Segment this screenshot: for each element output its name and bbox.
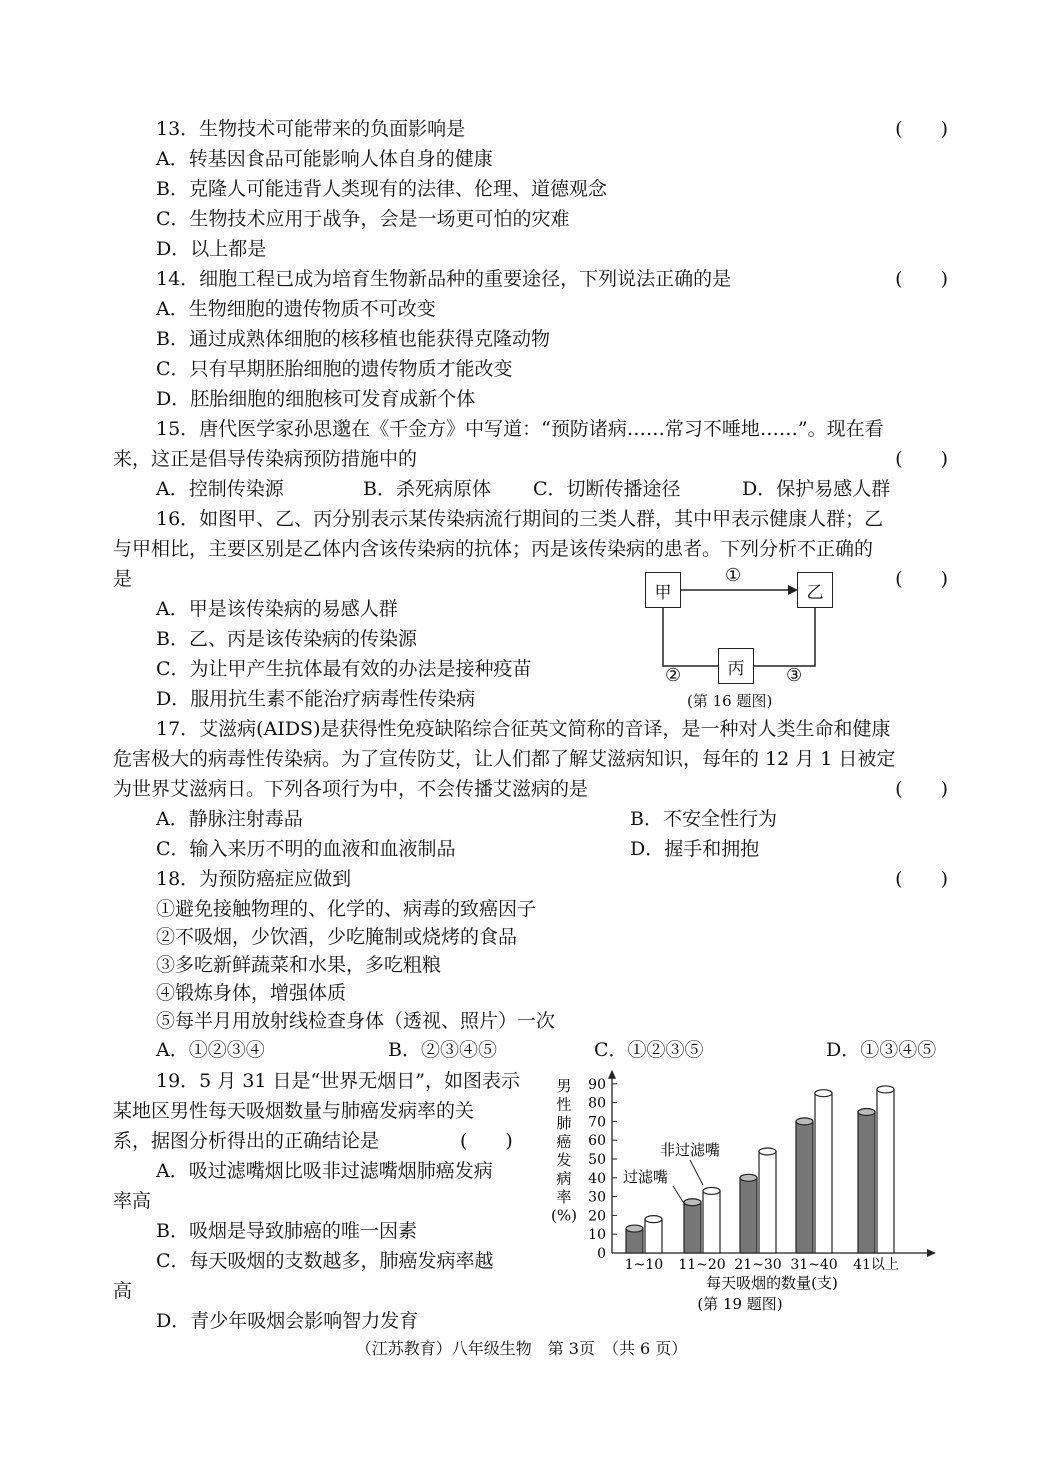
bar-unfiltered-top bbox=[703, 1187, 720, 1194]
q17-option-a: A．静脉注射毒品 bbox=[156, 808, 303, 830]
y-tick-label: 50 bbox=[588, 1152, 606, 1168]
q14-blank: ( ) bbox=[895, 268, 948, 290]
q16-line2: 与甲相比，主要区别是乙体内含该传染病的抗体；丙是该传染病的患者。下列分析不正确的 bbox=[113, 538, 874, 560]
q14-stem: 14．细胞工程已成为培育生物新品种的重要途径，下列说法正确的是 bbox=[156, 268, 732, 290]
q17-line3: 为世界艾滋病日。下列各项行为中，不会传播艾滋病的是 bbox=[113, 778, 589, 800]
q19-line3: 系，据图分析得出的正确结论是 bbox=[113, 1130, 380, 1152]
q18-option-c: C．①②③⑤ bbox=[594, 1039, 704, 1061]
line-2 bbox=[663, 607, 718, 666]
q13-option-c: C．生物技术应用于战争，会是一场更可怕的灾难 bbox=[156, 208, 570, 230]
q15-option-a: A．控制传染源 bbox=[156, 478, 284, 500]
bar-filtered-top bbox=[684, 1199, 701, 1206]
q16-caption: (第 16 题图) bbox=[687, 692, 773, 710]
bar-filtered-top bbox=[858, 1109, 875, 1116]
q14-option-a: A．生物细胞的遗传物质不可改变 bbox=[156, 298, 436, 320]
q18-item-2: ②不吸烟，少饮酒，少吃腌制或烧烤的食品 bbox=[156, 926, 518, 948]
q17-option-c: C．输入来历不明的血液和血液制品 bbox=[156, 838, 456, 860]
q19-line1: 19．5 月 31 日是“世界无烟日”，如图表示 bbox=[156, 1070, 520, 1092]
q18-option-b: B．②③④⑤ bbox=[388, 1039, 497, 1061]
bar-filtered-top bbox=[740, 1174, 757, 1181]
y-axis-title-char: 男 bbox=[556, 1077, 572, 1095]
bar-unfiltered-top bbox=[645, 1216, 662, 1223]
q19-option-d: D．青少年吸烟会影响智力发育 bbox=[156, 1310, 419, 1332]
q17-option-b: B．不安全性行为 bbox=[630, 808, 777, 830]
q16-option-d: D．服用抗生素不能治疗病毒性传染病 bbox=[156, 688, 476, 710]
q16-option-b: B．乙、丙是该传染病的传染源 bbox=[156, 628, 417, 650]
q19-option-b: B．吸烟是导致肺癌的唯一因素 bbox=[156, 1220, 417, 1242]
legend-filtered-label: 过滤嘴 bbox=[623, 1168, 669, 1186]
line-3 bbox=[753, 607, 815, 666]
y-tick-label: 40 bbox=[588, 1170, 606, 1187]
x-tick-label: 31~40 bbox=[790, 1257, 838, 1273]
q19-caption: (第 19 题图) bbox=[697, 1295, 783, 1313]
q19-option-c-cont: 高 bbox=[113, 1280, 133, 1302]
q18-blank: ( ) bbox=[895, 868, 948, 890]
q18-item-4: ④锻炼身体，增强体质 bbox=[156, 982, 347, 1004]
q18-item-3: ③多吃新鲜蔬菜和水果，多吃粗粮 bbox=[156, 954, 442, 976]
q15-blank: ( ) bbox=[895, 448, 948, 470]
q13-stem: 13．生物技术可能带来的负面影响是 bbox=[156, 118, 466, 140]
q15-option-c: C．切断传播途径 bbox=[533, 478, 681, 500]
q18-option-d: D．①③④⑤ bbox=[826, 1039, 937, 1061]
bar-unfiltered-body bbox=[759, 1151, 776, 1253]
y-axis-title-char: 率 bbox=[556, 1188, 572, 1206]
bar-unfiltered-top bbox=[815, 1090, 832, 1097]
q19-option-a-cont: 率高 bbox=[113, 1190, 152, 1212]
x-axis-title: 每天吸烟的数量(支) bbox=[706, 1274, 838, 1292]
y-axis-title-char: 发 bbox=[556, 1151, 572, 1169]
node-bing: 丙 bbox=[718, 648, 754, 684]
q14-option-b: B．通过成熟体细胞的核移植也能获得克隆动物 bbox=[156, 328, 550, 350]
q14-option-d: D．胚胎细胞的细胞核可发育成新个体 bbox=[156, 388, 476, 410]
node-jia: 甲 bbox=[645, 572, 681, 608]
q17-option-d: D．握手和拥抱 bbox=[630, 838, 760, 860]
y-axis-title-char: 病 bbox=[556, 1169, 572, 1188]
q19-option-c: C．每天吸烟的支数越多，肺癌发病率越 bbox=[156, 1250, 494, 1272]
q14-option-c: C．只有早期胚胎细胞的遗传物质才能改变 bbox=[156, 358, 513, 380]
page-footer: （江苏教育）八年级生物 第 3页 （共 6 页） bbox=[355, 1339, 688, 1358]
q16-option-a: A．甲是该传染病的易感人群 bbox=[156, 598, 398, 620]
q18-item-5: ⑤每半月用放射线检查身体（透视、照片）一次 bbox=[156, 1010, 556, 1032]
x-tick-label: 1~10 bbox=[624, 1257, 664, 1273]
bar-filtered-top bbox=[626, 1225, 643, 1232]
q16-option-c: C．为让甲产生抗体最有效的办法是接种疫苗 bbox=[156, 658, 532, 680]
y-axis-arrow bbox=[608, 1070, 616, 1079]
y-axis-title-char: (%) bbox=[551, 1206, 577, 1225]
y-axis-title-char: 癌 bbox=[556, 1132, 572, 1151]
q18-item-1: ①避免接触物理的、化学的、病毒的致癌因子 bbox=[156, 898, 537, 920]
bar-unfiltered-top bbox=[877, 1086, 894, 1093]
q17-line2: 危害极大的病毒性传染病。为了宣传防艾，让人们都了解艾滋病知识，每年的 12 月 1 日被定 bbox=[113, 748, 896, 770]
q16-blank: ( ) bbox=[895, 568, 948, 590]
legend-unfiltered-label: 非过滤嘴 bbox=[660, 1141, 721, 1159]
bar-filtered-body bbox=[796, 1121, 813, 1253]
y-tick-label: 60 bbox=[588, 1133, 606, 1150]
y-tick-label: 90 bbox=[588, 1076, 606, 1093]
legend-filtered-pointer bbox=[673, 1186, 685, 1205]
q15-option-d: D．保护易感人群 bbox=[742, 478, 891, 500]
q13-blank: ( ) bbox=[895, 118, 948, 140]
label-3: ③ bbox=[786, 665, 803, 686]
q19-chart bbox=[540, 1065, 950, 1320]
y-tick-label: 80 bbox=[588, 1095, 606, 1112]
x-tick-label: 21~30 bbox=[734, 1257, 782, 1273]
q15-line1: 15．唐代医学家孙思邈在《千金方》中写道：“预防诸病……常习不唾地……”。现在看 bbox=[156, 418, 884, 440]
bar-unfiltered-body bbox=[645, 1219, 662, 1253]
x-tick-label: 41以上 bbox=[853, 1257, 899, 1273]
q19-option-a: A．吸过滤嘴烟比吸非过滤嘴烟肺癌发病 bbox=[156, 1160, 493, 1182]
bar-filtered-body bbox=[858, 1112, 875, 1253]
legend-unfiltered-pointer bbox=[690, 1160, 703, 1185]
bar-unfiltered-body bbox=[815, 1093, 832, 1253]
q16-line3: 是 bbox=[113, 568, 133, 590]
y-tick-label: 20 bbox=[588, 1208, 606, 1225]
q15-line2: 来，这正是倡导传染病预防措施中的 bbox=[113, 448, 418, 470]
q18-stem: 18．为预防癌症应做到 bbox=[156, 868, 352, 890]
node-yi: 乙 bbox=[797, 572, 833, 608]
q17-line1: 17．艾滋病(AIDS)是获得性免疫缺陷综合征英文简称的音译，是一种对人类生命和健康 bbox=[156, 718, 891, 740]
y-tick-label: 30 bbox=[588, 1189, 606, 1206]
q13-option-b: B．克隆人可能违背人类现有的法律、伦理、道德观念 bbox=[156, 178, 607, 200]
bar-filtered-body bbox=[740, 1178, 757, 1253]
q19-blank: ( ) bbox=[460, 1130, 513, 1152]
q15-option-b: B．杀死病原体 bbox=[363, 478, 491, 500]
y-axis-title-char: 性 bbox=[556, 1095, 572, 1114]
bar-filtered-body bbox=[684, 1202, 701, 1253]
y-tick-label: 70 bbox=[588, 1114, 606, 1131]
x-axis-arrow bbox=[927, 1249, 936, 1257]
bar-unfiltered-body bbox=[877, 1089, 894, 1253]
q19-line2: 某地区男性每天吸烟数量与肺癌发病率的关 bbox=[113, 1100, 475, 1122]
y-tick-label: 0 bbox=[597, 1246, 606, 1262]
label-2: ② bbox=[665, 665, 682, 686]
label-1: ① bbox=[725, 565, 742, 586]
y-tick-label: 10 bbox=[588, 1227, 606, 1244]
bar-unfiltered-body bbox=[703, 1191, 720, 1253]
y-axis-title-char: 肺 bbox=[556, 1114, 572, 1132]
x-tick-label: 11~20 bbox=[678, 1257, 726, 1273]
bar-filtered-top bbox=[796, 1118, 813, 1125]
q13-option-d: D．以上都是 bbox=[156, 238, 267, 260]
q17-blank: ( ) bbox=[895, 778, 948, 800]
bar-unfiltered-top bbox=[759, 1148, 776, 1155]
q18-option-a: A．①②③④ bbox=[156, 1039, 265, 1061]
q16-line1: 16．如图甲、乙、丙分别表示某传染病流行期间的三类人群，其中甲表示健康人群；乙 bbox=[156, 508, 884, 530]
q13-option-a: A．转基因食品可能影响人体自身的健康 bbox=[156, 148, 493, 170]
